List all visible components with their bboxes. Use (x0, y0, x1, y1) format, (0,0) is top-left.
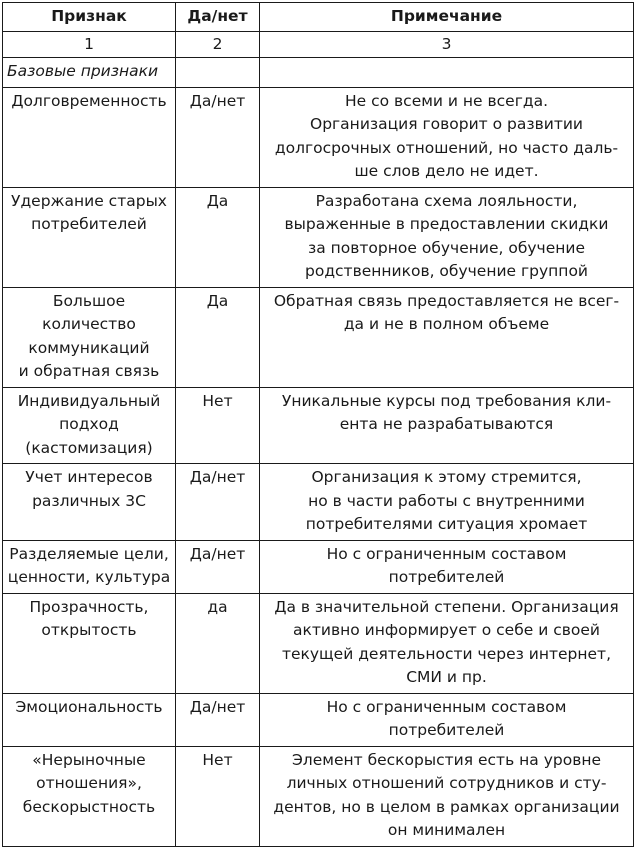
note-line: личных отношений сотрудников и сту- (286, 774, 607, 792)
column-number-1: 1 (3, 31, 176, 58)
note-line: он минимален (387, 821, 506, 839)
feature-line: Разделяемые цели, (9, 544, 169, 563)
table-row (3, 746, 634, 846)
note-line: СМИ и пр. (406, 668, 487, 686)
note-line: ента не разрабатываются (339, 415, 554, 433)
note-cell (260, 746, 634, 846)
note-cell (260, 540, 634, 593)
header-answer: Да/нет (176, 3, 260, 32)
feature-cell (3, 593, 176, 693)
answer-cell: Да/нет (176, 693, 260, 746)
section-empty-answer (176, 58, 260, 88)
note-line: потребителями ситуация хромает (305, 515, 588, 533)
note-line: да и не в полном объеме (343, 315, 550, 333)
table-row (3, 387, 634, 464)
feature-line: Большое (52, 291, 126, 310)
note-cell (260, 187, 634, 287)
note-line: ше слов дело не идет. (354, 162, 539, 180)
feature-line: открытость (41, 621, 137, 639)
feature-cell (3, 693, 176, 746)
section-row (3, 58, 634, 88)
column-number-2: 2 (176, 31, 260, 58)
note-cell (260, 287, 634, 387)
feature-cell (3, 464, 176, 541)
feature-line: Удержание старых (11, 191, 167, 210)
note-cell (260, 593, 634, 693)
feature-line: (кастомизация) (25, 438, 153, 457)
feature-line: Учет интересов (25, 468, 153, 486)
note-line: Обратная связь предоставляется не всег- (273, 291, 620, 310)
answer-cell: Да/нет (176, 464, 260, 541)
note-line: Организация говорит о развитии (310, 115, 583, 133)
feature-line: «Нерыночные (32, 750, 146, 769)
table-row (3, 464, 634, 541)
answer-cell: Да (176, 287, 260, 387)
note-line: Но с ограниченным составом (326, 697, 567, 716)
note-line: Но с ограниченным составом (326, 544, 567, 563)
note-line: потребителей (388, 721, 505, 739)
table-row (3, 87, 634, 187)
section-empty-note (260, 58, 634, 88)
column-number-3: 3 (260, 31, 634, 58)
feature-line: отношения», (36, 774, 142, 792)
feature-cell (3, 746, 176, 846)
note-cell (260, 387, 634, 464)
answer-cell: да (176, 593, 260, 693)
answer-cell: Да (176, 187, 260, 287)
header-note: Примечание (260, 3, 634, 32)
header-feature: Признак (3, 3, 176, 32)
feature-line: бескорыстность (22, 797, 156, 816)
feature-line: Эмоциональность (15, 697, 163, 716)
feature-line: Индивидуальный (17, 391, 161, 410)
feature-cell (3, 387, 176, 464)
note-line: долгосрочных отношений, но часто даль- (274, 138, 619, 157)
table-row (3, 287, 634, 387)
column-number-row (3, 31, 634, 58)
note-line: активно информирует о себе и своей (293, 621, 600, 639)
note-cell (260, 87, 634, 187)
feature-line: Долговременность (11, 91, 167, 110)
section-label: Базовые признаки (3, 58, 176, 88)
note-line: дентов, но в целом в рамках организации (273, 797, 620, 816)
feature-line: и обратная связь (18, 362, 160, 380)
note-line: Уникальные курсы под требования кли- (281, 391, 612, 410)
table-row (3, 593, 634, 693)
note-line: родственников, обучение группой (305, 262, 588, 280)
feature-table (2, 2, 634, 847)
table-row (3, 187, 634, 287)
answer-cell: Нет (176, 387, 260, 464)
feature-line: коммуникаций (28, 338, 150, 357)
note-line: текущей деятельности через интернет, (281, 644, 612, 663)
note-line: выраженные в предоставлении скидки (284, 215, 609, 233)
note-line: за повторное обучение, обучение (307, 238, 585, 257)
feature-line: потребителей (31, 215, 147, 233)
note-line: Элемент бескорыстия есть на уровне (291, 750, 601, 769)
note-cell (260, 693, 634, 746)
note-cell (260, 464, 634, 541)
note-line: Разработана схема лояльности, (315, 191, 578, 210)
note-line: Не со всеми и не всегда. (344, 91, 548, 110)
note-line: но в части работы с внутренними (308, 491, 585, 510)
feature-line: Прозрачность, (29, 597, 149, 616)
note-line: Организация к этому стремится, (311, 468, 582, 486)
answer-cell: Да/нет (176, 540, 260, 593)
table-row (3, 540, 634, 593)
feature-cell (3, 287, 176, 387)
feature-line: ценности, культура (7, 568, 171, 586)
note-line: потребителей (388, 568, 505, 586)
answer-cell: Нет (176, 746, 260, 846)
feature-line: количество (42, 315, 136, 333)
table-row (3, 693, 634, 746)
answer-cell: Да/нет (176, 87, 260, 187)
feature-cell (3, 540, 176, 593)
note-line: Да в значительной степени. Организация (274, 597, 619, 616)
header-row (3, 3, 634, 32)
feature-line: различных 3С (32, 491, 146, 510)
feature-cell (3, 187, 176, 287)
feature-line: подход (59, 415, 119, 433)
feature-cell (3, 87, 176, 187)
